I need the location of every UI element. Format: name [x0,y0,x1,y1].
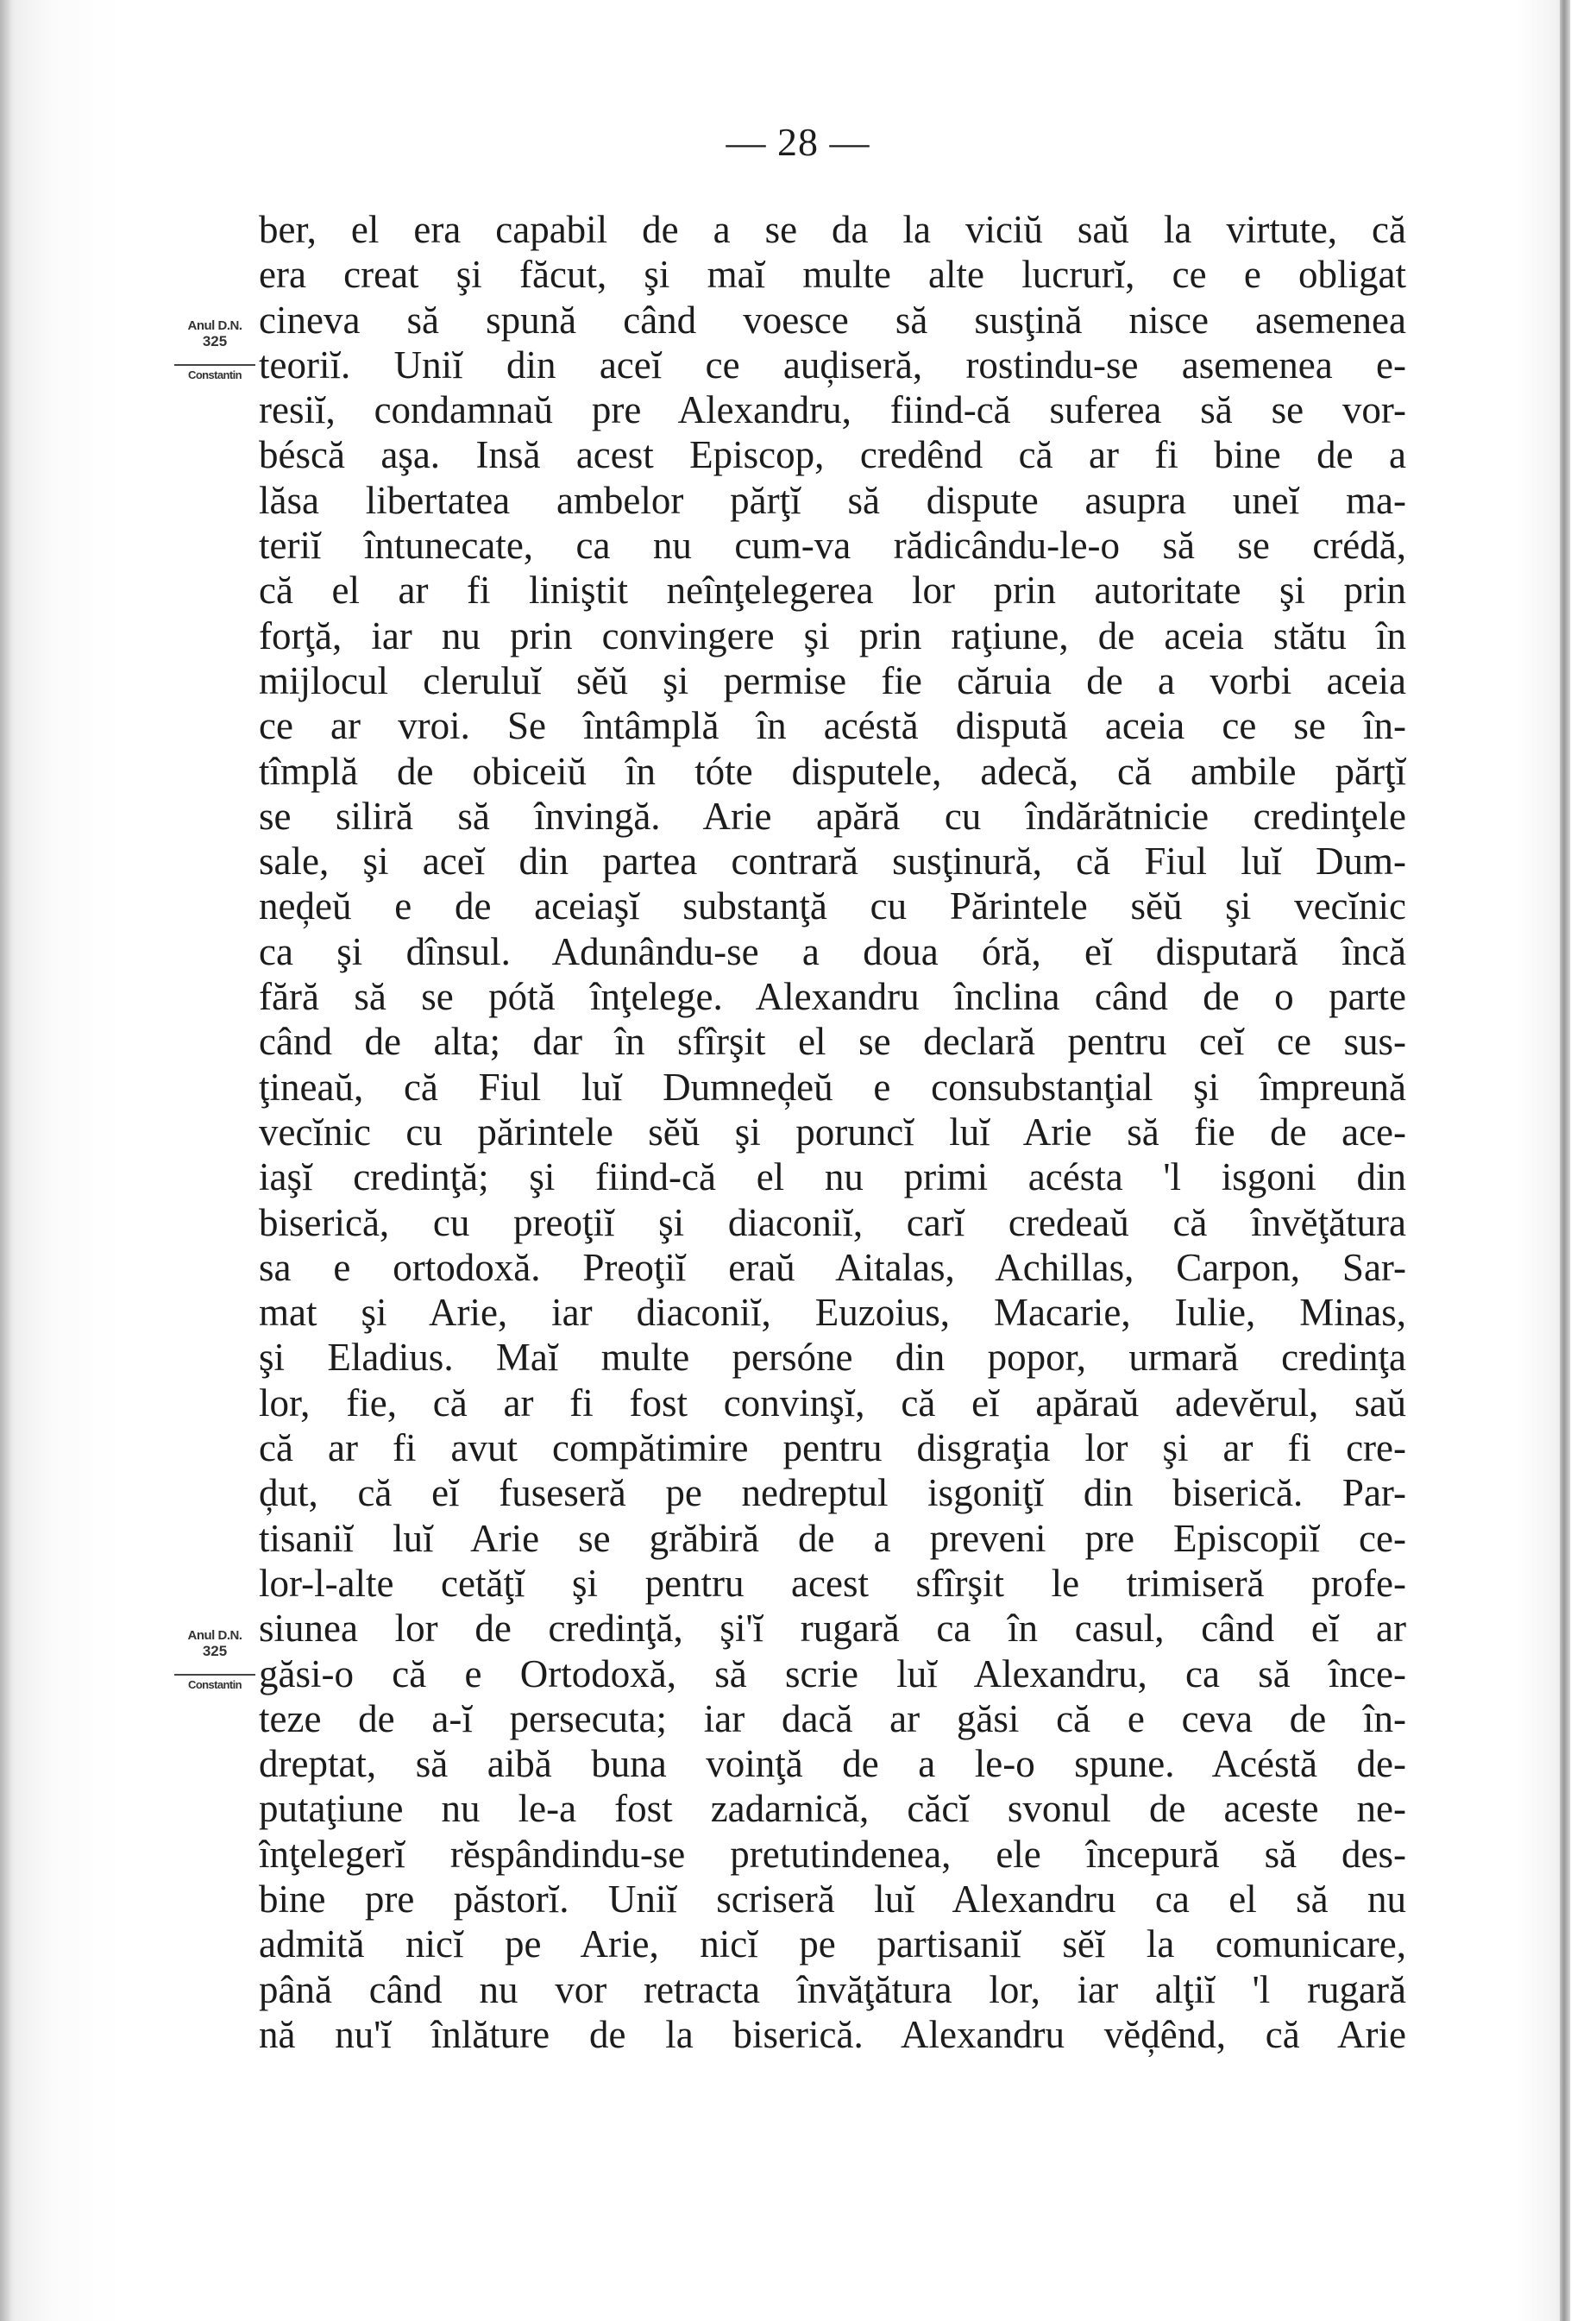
text-line: tisaniĭ luĭ Arie se grăbiră de a preveni pre Episcopiĭ ce- [259,1516,1406,1560]
margin-note-ruler: Constantin [188,368,242,381]
margin-note-divider [174,364,255,366]
page-left-shadow [0,0,12,2321]
text-line: ţineaŭ, că Fiul luĭ Dumneḑeŭ e consubstanţial şi împreună [259,1065,1406,1109]
text-line: lor, fie, că ar fi fost convinşĭ, că eĭ apăraŭ adevĕrul, saŭ [259,1381,1406,1425]
text-line: sa e ortodoxă. Preoţiĭ eraŭ Aitalas, Achillas, Carpon, Sar- [259,1245,1406,1289]
text-line: vecĭnic cu părintele sĕŭ şi poruncĭ luĭ Arie să fie de ace- [259,1110,1406,1154]
text-line: lăsa libertatea ambelor părţĭ să dispute asupra uneĭ ma- [259,478,1406,522]
text-line: până când nu vor retracta învăţătura lor, iar alţiĭ 'l rugară [259,1967,1406,2011]
text-line: resiĭ, condamnaŭ pre Alexandru, fiind-că suferea să se vor- [259,388,1406,432]
text-line: mat şi Arie, iar diaconiĭ, Euzoius, Macarie, Iulie, Minas, [259,1291,1406,1335]
text-line: că ar fi avut compătimire pentru disgraţia lor şi ar fi cre- [259,1426,1406,1470]
margin-note-divider [174,1674,255,1676]
text-line: forţă, iar nu prin convingere şi prin raţiune, de aceia stătu în [259,613,1406,657]
text-line: biserică, cu preoţiĭ şi diaconiĭ, carĭ credeaŭ că învĕţătura [259,1200,1406,1244]
text-line: lor-l-alte cetăţĭ şi pentru acest sfîrşit le trimiseră profe- [259,1561,1406,1605]
text-line: putaţiune nu le-a fost zadarnică, căcĭ svonul de aceste ne- [259,1787,1406,1831]
margin-note-year-label: Anul D.N. [187,318,242,333]
margin-note-ruler: Constantin [188,1678,242,1691]
text-line: admită nicĭ pe Arie, nicĭ pe partisaniĭ sĕĭ la comunicare, [259,1922,1406,1966]
margin-note-year-label: Anul D.N. [187,1628,242,1643]
text-line: teze de a-ĭ persecuta; iar dacă ar găsi că e ceva de în- [259,1696,1406,1740]
page-binding-edge [1560,0,1570,2321]
text-line: înţelegerĭ rĕspândindu-se pretutindenea, ele începură să des- [259,1832,1406,1876]
text-line: neḑeŭ e de aceiaşĭ substanţă cu Părintele sĕŭ şi vecĭnic [259,884,1406,928]
margin-note-year-value: 325 [202,333,228,349]
text-line: teoriĭ. Uniĭ din aceĭ ce auḑiseră, rostindu-se asemenea e- [259,343,1406,387]
text-line: nă nu'ĭ înlăture de la biserică. Alexandru vĕḑênd, că Arie [259,2012,1406,2056]
margin-note-year [169,1629,261,1690]
text-line: tîmplă de obiceiŭ în tóte disputele, adecă, că ambile părţĭ [259,749,1406,793]
text-line: cineva să spună când voesce să susţină nisce asemenea [259,298,1406,342]
text-line: era creat şi făcut, şi maĭ multe alte lucrurĭ, ce e obligat [259,253,1406,297]
margin-note-year-value: 325 [202,1643,228,1659]
margin-note-year [169,319,261,381]
text-line: că el ar fi liniştit neînţelegerea lor prin autoritate şi prin [259,569,1406,613]
text-line: siunea lor de credinţă, şi'ĭ rugară ca în casul, când eĭ ar [259,1607,1406,1651]
text-line: ce ar vroi. Se întâmplă în acéstă dispută aceia ce se în- [259,704,1406,748]
text-line: ber, el era capabil de a se da la viciŭ saŭ la virtute, că [259,208,1406,251]
page-number: — 28 — [726,120,870,164]
text-line: ca şi dînsul. Adunându-se a doua óră, eĭ disputară încă [259,929,1406,973]
text-line: sale, şi aceĭ din partea contrară susţinură, că Fiul luĭ Dum- [259,840,1406,884]
text-line: găsi-o că e Ortodoxă, să scrie luĭ Alexandru, ca să înce- [259,1651,1406,1695]
text-line: dreptat, să aibă buna voinţă de a le-o spune. Acéstă de- [259,1742,1406,1786]
text-line: ḑut, că eĭ fuseseră pe nedreptul isgoniţĭ din biserică. Par- [259,1471,1406,1515]
text-line: se siliră să învingă. Arie apără cu îndărătnicie credinţele [259,794,1406,838]
text-line: mijlocul cleruluĭ sĕŭ şi permise fie căruia de a vorbi aceia [259,658,1406,702]
text-line: bine pre păstorĭ. Uniĭ scriseră luĭ Alexandru ca el să nu [259,1877,1406,1921]
text-line: când de alta; dar în sfîrşit el se declară pentru ceĭ ce sus- [259,1020,1406,1064]
text-line: teriĭ întunecate, ca nu cum-va rădicându-le-o să se crédă, [259,524,1406,568]
text-line: fără să se pótă înţelege. Alexandru înclina când de o parte [259,975,1406,1019]
text-line: béscă aşa. Insă acest Episcop, credênd că ar fi bine de a [259,433,1406,477]
body-text [259,207,1406,2057]
text-line: iaşĭ credinţă; şi fiind-că el nu primi acésta 'l isgoni din [259,1155,1406,1199]
text-line: şi Eladius. Maĭ multe persóne din popor, urmară credinţa [259,1336,1406,1380]
